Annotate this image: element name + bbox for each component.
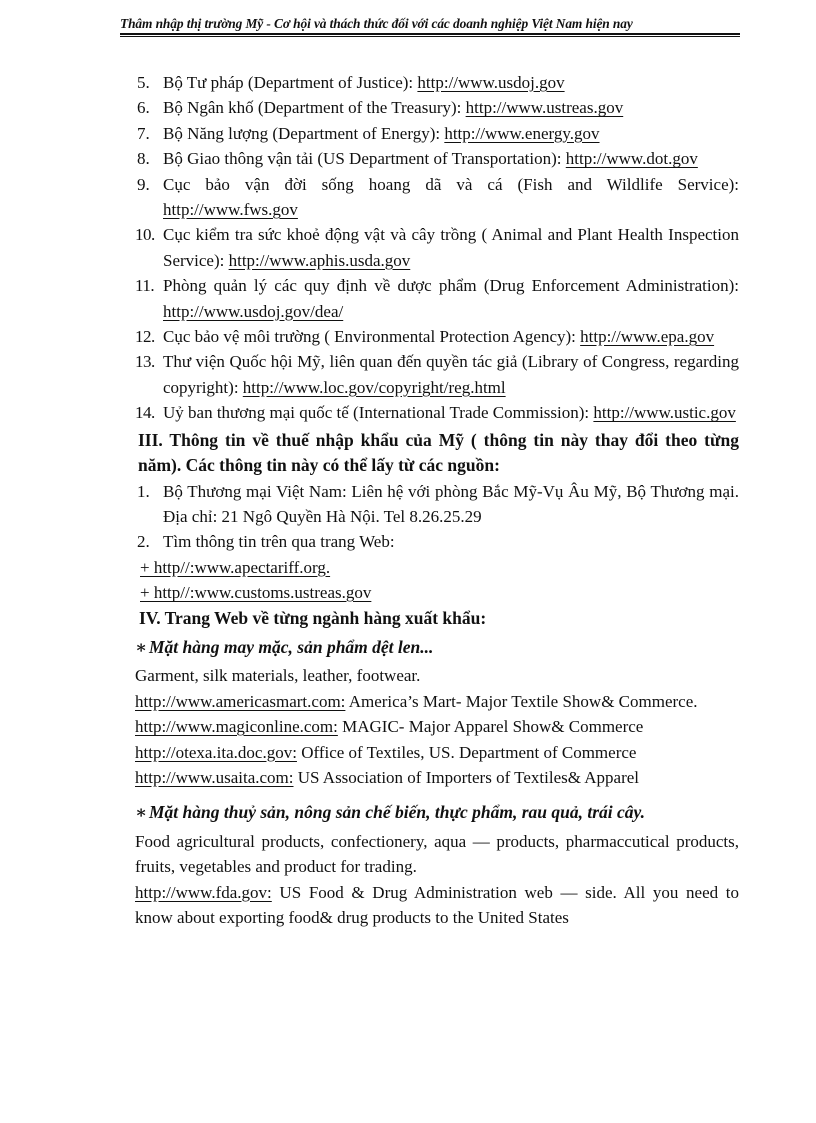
agency-link[interactable]: http://www.usdoj.gov — [417, 73, 565, 92]
item-text: Cục bảo vận đời sống hoang dã và cá (Fish and Wildlife Service): — [163, 174, 739, 194]
garment-link[interactable]: http://www.usaita.com: — [135, 767, 294, 787]
star-bullet-icon: ∗ — [135, 636, 148, 657]
garment-entry — [135, 714, 739, 739]
agency-link[interactable]: http://www.ustreas.gov — [465, 98, 624, 118]
item-text: Bộ Giao thông vận tải (US Department of Transportation): — [163, 149, 566, 169]
agency-item-13 — [135, 349, 739, 400]
item-number: 11. — [135, 276, 155, 296]
page-content — [135, 70, 739, 930]
spacer — [135, 790, 739, 798]
food-intro: Food agricultural products, confectionery, aqua — products, pharmaccutical products, fruits, vegetables and product for trading. — [135, 831, 739, 877]
subsection-title: Mặt hàng thuỷ sản, nông sản chế biến, thực phẩm, rau quả, trái cây. — [149, 802, 646, 823]
tariff-link-customs[interactable]: + http//:www.customs.ustreas.gov — [140, 583, 372, 603]
item-number: 7. — [137, 123, 150, 143]
garment-link[interactable]: http://otexa.ita.doc.gov: — [135, 742, 297, 762]
subsection-title: Mặt hàng may mặc, sản phẩm dệt len... — [149, 636, 434, 657]
agency-link[interactable]: http://www.fws.gov — [163, 200, 298, 220]
item-text: Phòng quản lý các quy định về dược phẩm (Drug Enforcement Administration): — [163, 276, 739, 296]
garment-entry — [135, 765, 739, 790]
item-text: Tìm thông tin trên qua trang Web: — [163, 532, 395, 552]
item-text: Uỷ ban thương mại quốc tế (International Trade Commission): — [163, 403, 594, 423]
item-text: Thư viện Quốc hội Mỹ, liên quan đến quyền tác giả (Library of Congress, regarding copyright): — [163, 352, 739, 397]
item-number: 5. — [137, 73, 150, 92]
item-text: Bộ Năng lượng (Department of Energy): — [163, 123, 445, 143]
running-header: Thâm nhập thị trường Mỹ - Cơ hội và thách thức đối với các doanh nghiệp Việt Nam hiện nay — [120, 16, 740, 35]
agency-link[interactable]: http://www.ustic.gov — [593, 403, 736, 423]
entry-text: Office of Textiles, US. Department of Commerce — [296, 742, 637, 762]
agency-link[interactable]: http://www.loc.gov/copyright/reg.html — [242, 377, 506, 397]
entry-text: US Association of Importers of Textiles& Apparel — [293, 767, 640, 787]
agency-link[interactable]: http://www.usdoj.gov/dea/ — [163, 301, 344, 321]
section-3-heading: III. Thông tin về thuế nhập khẩu của Mỹ ( thông tin này thay đổi theo từng năm). Các thông tin này có thể lấy từ các nguồn: — [138, 429, 739, 476]
agency-link[interactable]: http://www.dot.gov — [565, 149, 698, 169]
item-number: 12. — [135, 327, 155, 347]
item-text: Bộ Thương mại Việt Nam: Liên hệ với phòng Bắc Mỹ-Vụ Âu Mỹ, Bộ Thương mại. Địa chỉ: 21 Ngô Quyền Hà Nội. Tel 8.26.25.29 — [163, 481, 739, 526]
item-number: 2. — [137, 532, 150, 552]
agency-item-7 — [135, 121, 739, 146]
agency-item-8 — [135, 146, 739, 171]
entry-text: MAGIC- Major Apparel Show& Commerce — [337, 717, 644, 737]
garment-intro: Garment, silk materials, leather, footwear. — [135, 666, 421, 686]
agency-item-5 — [135, 70, 739, 95]
garment-entry — [135, 689, 739, 714]
item-number: 14. — [135, 403, 155, 423]
tariff-link-apec[interactable]: + http//:www.apectariff.org. — [140, 557, 331, 577]
item-number: 1. — [137, 481, 150, 501]
item-number: 13. — [135, 352, 155, 372]
garment-entry — [135, 740, 739, 765]
source-item-2 — [135, 529, 739, 554]
entry-text: US Food & Drug Administration web — side. All you need to know about exporting food& drug products to the United States — [135, 882, 739, 927]
agency-item-14 — [135, 400, 739, 425]
garment-link[interactable]: http://www.americasmart.com: — [135, 691, 346, 711]
agency-item-10 — [135, 222, 739, 273]
food-link[interactable]: http://www.fda.gov: — [135, 882, 272, 902]
food-entry — [135, 880, 739, 931]
section-4-heading: IV. Trang Web về từng ngành hàng xuất khẩu: — [139, 607, 487, 628]
item-text: Bộ Ngân khố (Department of the Treasury): — [163, 98, 466, 118]
star-bullet-icon: ∗ — [135, 802, 148, 823]
item-number: 10. — [135, 225, 155, 245]
subsection-garment-heading — [135, 635, 739, 660]
item-number: 8. — [137, 149, 150, 169]
source-item-1 — [135, 479, 739, 530]
garment-link[interactable]: http://www.magiconline.com: — [135, 717, 338, 737]
agency-item-12 — [135, 324, 739, 349]
item-text: Bộ Tư pháp (Department of Justice): — [163, 73, 418, 92]
item-text: Cục kiểm tra sức khoẻ động vật và cây trồng ( Animal and Plant Health Inspection Service): — [163, 225, 739, 270]
agency-link[interactable]: http://www.epa.gov — [580, 327, 715, 347]
agency-link[interactable]: http://www.energy.gov — [444, 123, 600, 143]
agency-list — [135, 70, 739, 426]
item-number: 9. — [137, 174, 150, 194]
agency-link[interactable]: http://www.aphis.usda.gov — [228, 250, 411, 270]
item-text: Cục bảo vệ môi trường ( Environmental Protection Agency): — [163, 327, 581, 347]
agency-item-9 — [135, 172, 739, 223]
entry-text: America’s Mart- Major Textile Show& Commerce. — [345, 691, 698, 711]
item-number: 6. — [137, 98, 150, 118]
agency-item-11 — [135, 273, 739, 324]
subsection-food-heading — [135, 800, 739, 825]
agency-item-6 — [135, 95, 739, 120]
